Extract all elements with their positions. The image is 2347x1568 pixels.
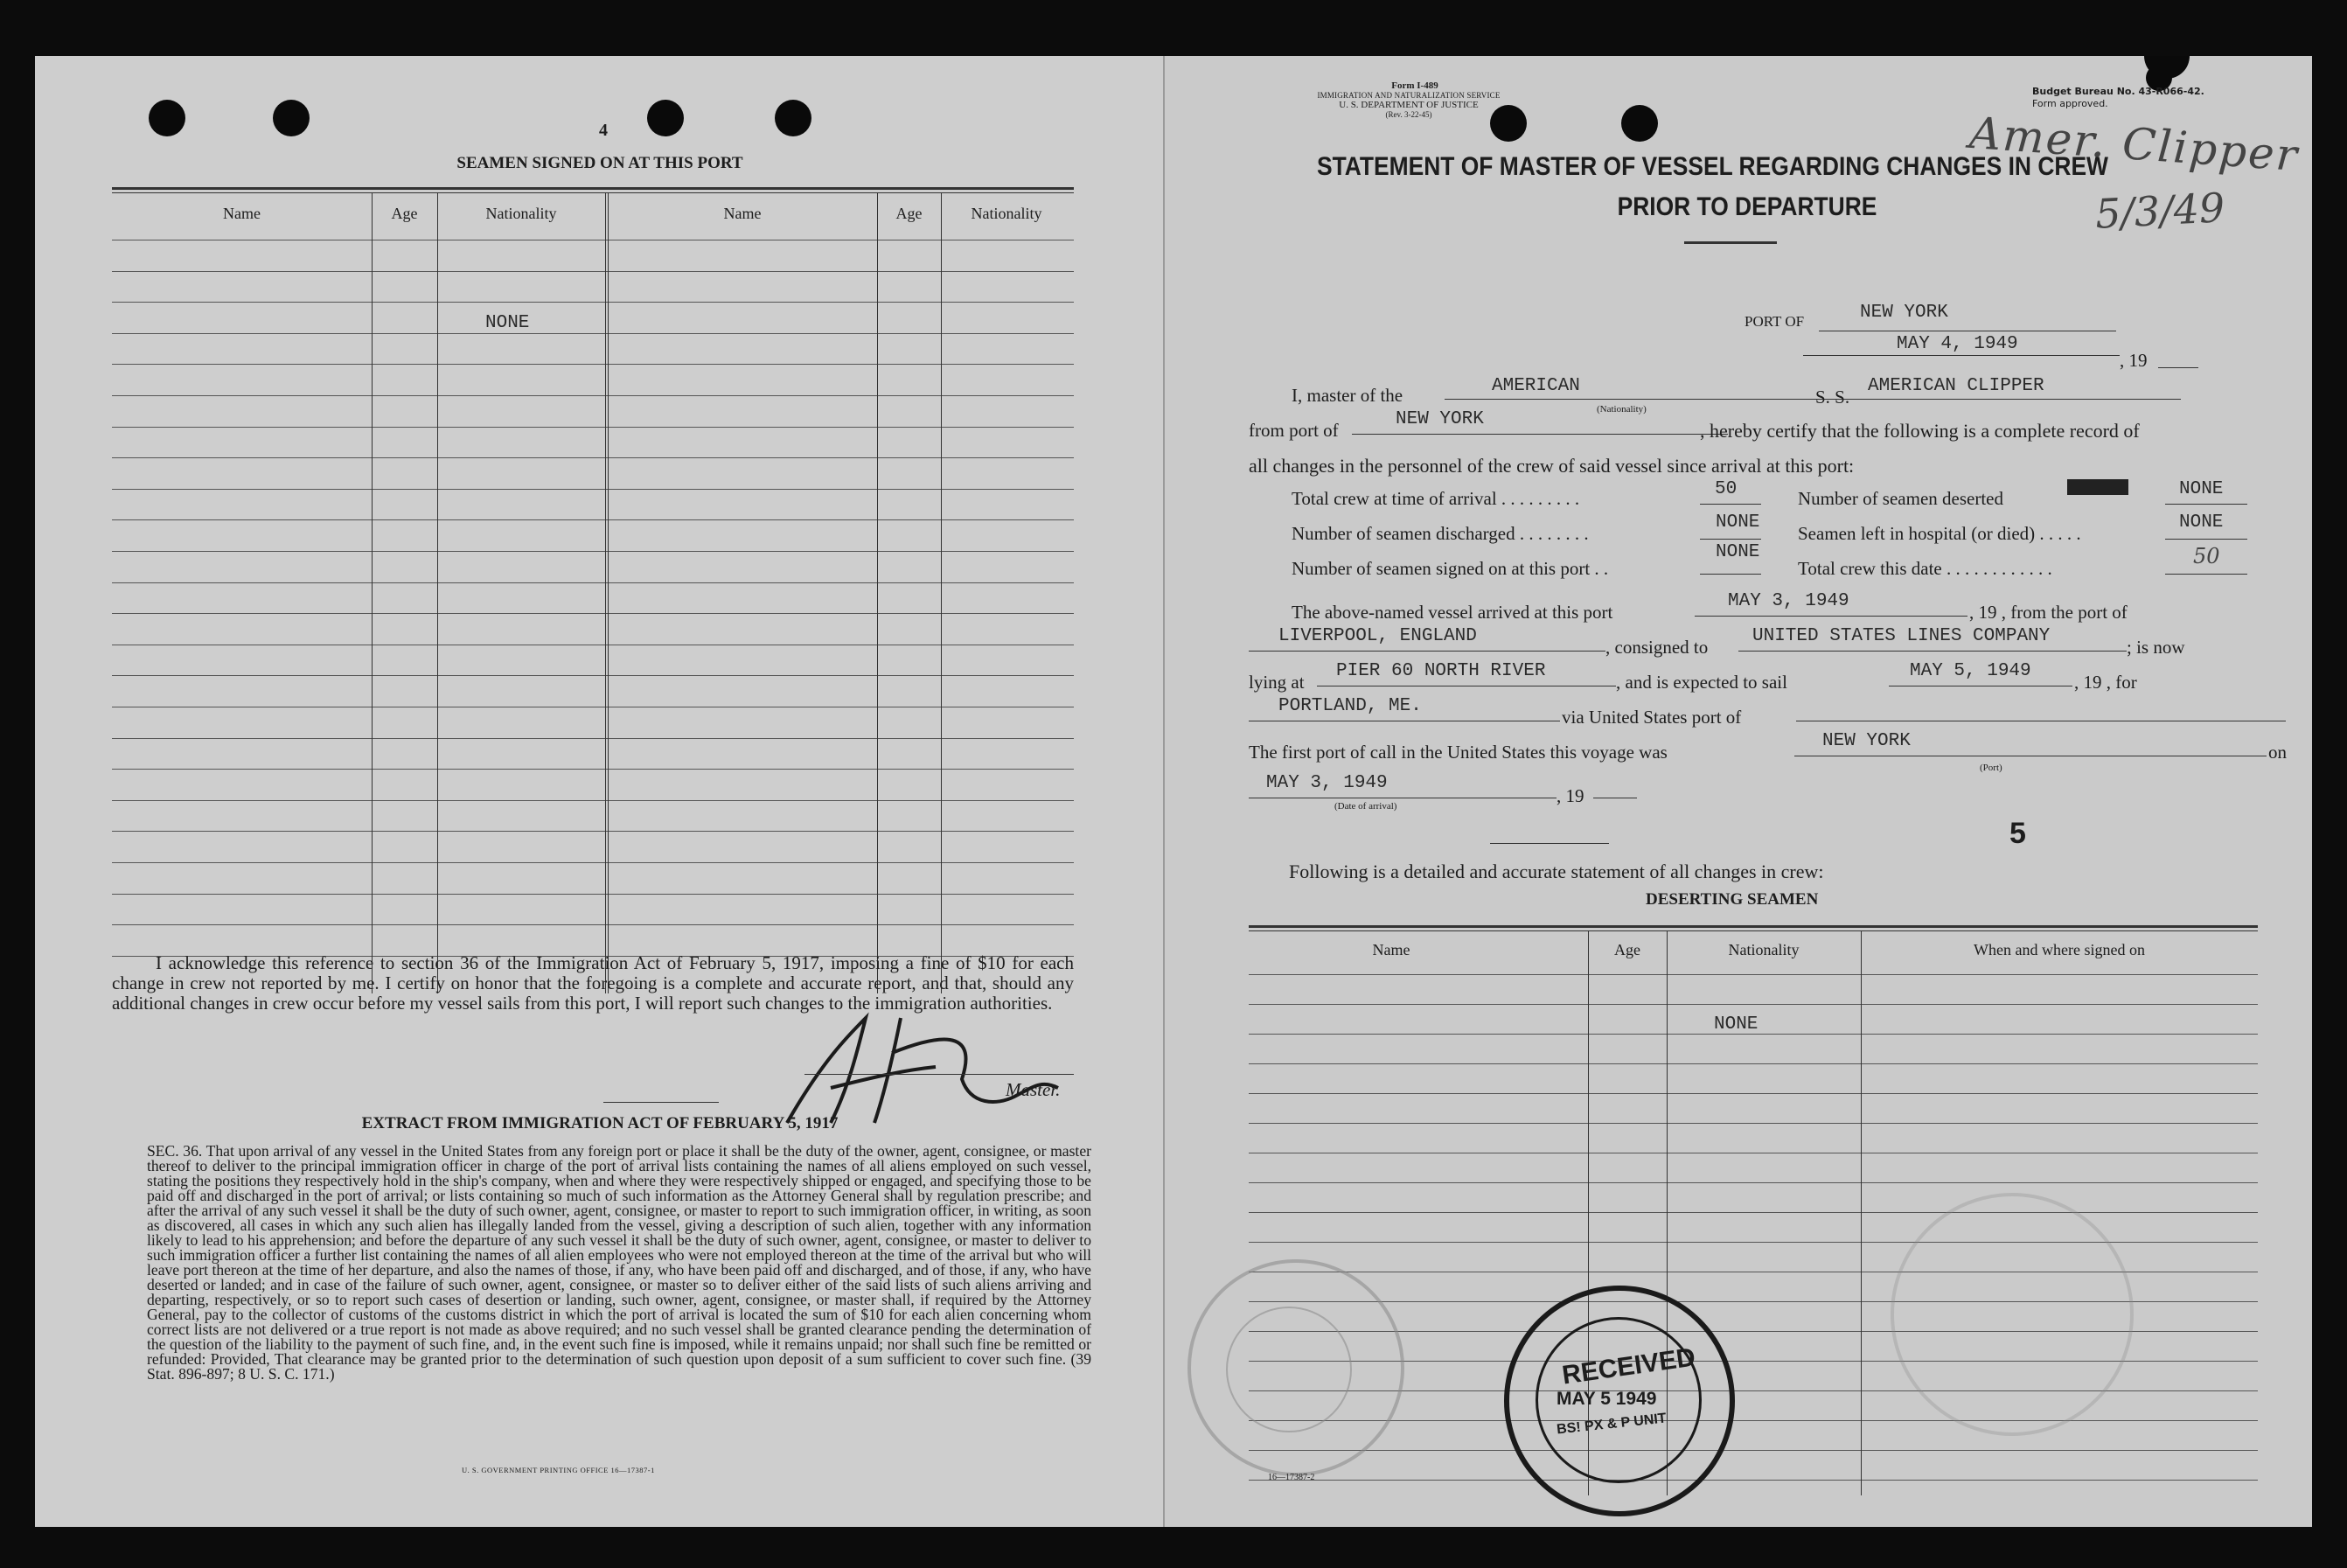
origin-port: LIVERPOOL, ENGLAND (1278, 626, 1477, 646)
signed-on-label: Number of seamen signed on at this port . . (1292, 558, 1609, 579)
left-page (35, 56, 1165, 1527)
column-header-nationality: Nationality (485, 205, 557, 222)
faded-stamp-inner (1226, 1307, 1352, 1432)
table-row-rule (1249, 1182, 2258, 1183)
table-row-rule (112, 457, 1074, 458)
stamp-unit: BS! PX & P UNIT (1556, 1411, 1668, 1438)
stamp-date: MAY 5 1949 (1557, 1389, 1657, 1409)
table-row-rule (112, 582, 1074, 583)
hospital-value: NONE (2179, 512, 2224, 533)
total-crew-arrival-label: Total crew at time of arrival . . . . . . . . . (1292, 488, 1580, 509)
punch-hole (149, 100, 185, 136)
seamen-deserted-label: Number of seamen deserted (1798, 488, 2003, 509)
seamen-discharged-label: Number of seamen discharged . . . . . . . . (1292, 523, 1589, 544)
port-of-value: NEW YORK (1860, 303, 1948, 323)
lying-label: lying at (1249, 672, 1305, 693)
agency-line: IMMIGRATION AND NATURALIZATION SERVICE (1317, 91, 1501, 100)
budget-bureau: Budget Bureau No. 43-R066-42. (2032, 86, 2204, 97)
table-row-rule (112, 831, 1074, 832)
revision: (Rev. 3-22-45) (1385, 110, 1432, 119)
column-header-name: Name (1372, 941, 1410, 958)
table-row-rule (112, 519, 1074, 520)
hospital-label: Seamen left in hospital (or died) . . . . . (1798, 523, 2081, 544)
table-row-rule (1249, 1450, 2258, 1451)
table-row-rule (112, 738, 1074, 739)
master-label: Master. (1006, 1079, 1061, 1100)
date-year-suffix: , 19 (1557, 785, 1584, 806)
punch-hole (647, 100, 684, 136)
table-row-rule (112, 862, 1074, 863)
table-row-rule (1249, 1123, 2258, 1124)
column-header-nationality: Nationality (1728, 941, 1800, 958)
table-row-rule (112, 924, 1074, 925)
now-label: ; is now (2127, 637, 2185, 658)
ss-label: S. S. (1815, 387, 1850, 408)
arrival-date: MAY 3, 1949 (1728, 591, 1849, 611)
table-row-rule (112, 489, 1074, 490)
consignee: UNITED STATES LINES COMPANY (1752, 626, 2051, 646)
form-number: Form I-489 (1391, 80, 1438, 91)
handwritten-date: 5/3/49 (2093, 184, 2226, 238)
page-number: 4 (599, 121, 608, 140)
expected-label: , and is expected to sail (1616, 672, 1787, 693)
first-arrival-date: MAY 3, 1949 (1266, 773, 1388, 793)
signed-on-value: NONE (1716, 542, 1760, 562)
table-row-rule (112, 613, 1074, 614)
right-page (1165, 56, 2312, 1527)
certify-text: , hereby certify that the following is a complete record of (1700, 420, 2140, 442)
extract-text: SEC. 36. That upon arrival of any vessel in the United States from any foreign port or place it shall be the duty of the owner, agent, consignee, or master thereof to deliver to the principal immigration officer in charge of the port of arrival lists containing the names of all aliens employed on such vessel, stating the positions they respectively hold in the ship's company, when and where they were respectively shipped or engaged, and specifying those to be paid off and discharged in the port of arrival; or lists containing so much of such information as the Attorney General shall by regulation prescribe; and after the arrival of any such vessel it shall be the duty of such owner, agent, consignee, or master to report to such immigration officer, in writing, as soon as discovered, all cases in which any such alien has illegally landed from the vessel, giving a description of such alien, together with any information likely to lead to his apprehension; and before the departure of any such vessel it shall be the duty of such owner, agent, consignee, or master to deliver to such immigration officer a further list containing the names of all alien employees who were not employed thereon at the time of the arrival but who will leave port thereon at the time of her departure, and also the names of those, if any, who have been paid off and discharged, and of those, if any, who have deserted or landed; and in case of the failure of such owner, agent, consignee, or master so to deliver either of the said lists of such aliens arriving and departing, respectively, or so to report such cases of desertion or landing, such owner, agent, consignee, or master shall, if required by the Attorney General, pay to the collector of customs of the customs district in which the port of arrival is located the sum of $10 for each alien concerning whom correct lists are not delivered or a true report is not made as above required; and no such vessel shall be granted clearance pending the determination of the question of the liability to the payment of such fine, and, in the event such fine is imposed, while it remains unpaid; nor shall such fine be remitted or refunded: Provided, That clearance may be granted prior to the determination of such question upon deposit of a sum sufficient to cover such fine. (39 Stat. 896-897; 8 U. S. C. 171.) (147, 1142, 1091, 1383)
column-header-age: Age (391, 205, 418, 222)
table-title: SEAMEN SIGNED ON AT THIS PORT (456, 154, 743, 172)
table-row-rule (1249, 1480, 2258, 1481)
none-entry: NONE (1714, 1014, 1759, 1035)
total-crew-date-value: 50 (2193, 544, 2220, 568)
table-row-rule (112, 769, 1074, 770)
total-crew-arrival-value: 50 (1715, 479, 1738, 499)
sail-date: MAY 5, 1949 (1910, 661, 2031, 681)
stamp-received-text: RECEIVED (1560, 1342, 1697, 1390)
table-row-rule (1249, 1004, 2258, 1005)
column-header-age: Age (1614, 941, 1640, 958)
from-port-of-label: , 19 , from the port of (1969, 602, 2128, 623)
table-row-rule (112, 271, 1074, 272)
punch-hole (273, 100, 310, 136)
table-row-rule (1249, 1063, 2258, 1064)
certify-text-continued: all changes in the personnel of the crew of said vessel since arrival at this port: (1249, 455, 1855, 477)
form-code: 16—17387-2 (1268, 1473, 1315, 1482)
destination-port: PORTLAND, ME. (1278, 696, 1422, 716)
faded-stamp (1891, 1193, 2134, 1436)
form-subtitle: PRIOR TO DEPARTURE (1617, 192, 1877, 221)
lying-at-value: PIER 60 NORTH RIVER (1336, 661, 1546, 681)
year-suffix: , 19 (2120, 350, 2148, 371)
table-row-rule (112, 302, 1074, 303)
vessel-nationality: AMERICAN (1492, 376, 1580, 396)
department-line: U. S. DEPARTMENT OF JUSTICE (1339, 100, 1479, 110)
master-of-the-label: I, master of the (1292, 385, 1403, 406)
seamen-deserted-value: NONE (2179, 479, 2224, 499)
handwritten-ship-name: Amer. Clipper (1967, 107, 2301, 182)
extract-title: EXTRACT FROM IMMIGRATION ACT OF FEBRUARY 5, 1917 (361, 1114, 839, 1132)
column-header-age: Age (895, 205, 923, 222)
deserting-seamen-title: DESERTING SEAMEN (1646, 890, 1819, 909)
form-approved: Form approved. (2032, 98, 2108, 109)
arrived-label: The above-named vessel arrived at this port (1292, 602, 1613, 623)
total-crew-date-label: Total crew this date . . . . . . . . . . . . (1798, 558, 2052, 579)
for-label: , 19 , for (2074, 672, 2137, 693)
nationality-caption: (Nationality) (1597, 404, 1647, 415)
table-row-rule (112, 800, 1074, 801)
first-port-value: NEW YORK (1822, 731, 1911, 751)
printing-office: U. S. GOVERNMENT PRINTING OFFICE 16—17387-1 (462, 1466, 655, 1474)
port-caption: (Port) (1980, 763, 2002, 773)
page-number: 5 (2009, 817, 2026, 850)
consigned-label: , consigned to (1605, 637, 1709, 658)
date-of-arrival-caption: (Date of arrival) (1334, 801, 1397, 812)
table-row-rule (1249, 1420, 2258, 1421)
table-row-rule (112, 395, 1074, 396)
table-row-rule (1249, 1212, 2258, 1213)
table-row-rule (112, 675, 1074, 676)
first-port-label: The first port of call in the United States this voyage was (1249, 742, 1668, 763)
table-row-rule (1249, 1093, 2258, 1094)
following-text: Following is a detailed and accurate statement of all changes in crew: (1289, 861, 1824, 882)
table-row-rule (112, 364, 1074, 365)
column-header-name: Name (223, 205, 261, 222)
via-label: via United States port of (1562, 707, 1742, 728)
table-row-rule (112, 333, 1074, 334)
form-title: STATEMENT OF MASTER OF VESSEL REGARDING CHANGES IN CREW (1317, 152, 2108, 181)
seamen-discharged-value: NONE (1716, 512, 1760, 533)
punch-hole (775, 100, 811, 136)
from-port-value: NEW YORK (1396, 409, 1484, 429)
statement-date: MAY 4, 1949 (1897, 334, 2018, 354)
table-row-rule (112, 551, 1074, 552)
table-row-rule (112, 427, 1074, 428)
table-row-rule (1249, 974, 2258, 975)
port-of-label: PORT OF (1745, 313, 1805, 330)
received-stamp (1504, 1286, 1735, 1516)
on-label: on (2268, 742, 2287, 763)
none-entry: NONE (485, 313, 530, 333)
vessel-name: AMERICAN CLIPPER (1868, 376, 2044, 396)
from-port-label: from port of (1249, 420, 1339, 441)
redaction-mark (2067, 479, 2128, 495)
column-header-name: Name (723, 205, 762, 222)
column-header-when-where: When and where signed on (1974, 941, 2145, 958)
certification-text: I acknowledge this reference to section 36 of the Immigration Act of February 5, 1917, imposing a fine of $10 for each change in crew not reported by me. I certify on honor that the foregoing is a complete and accurate report, and that, should any additional changes in crew occur before my vessel sails from this port, I will report such changes to the immigration authorities. (112, 952, 1074, 1014)
table-row-rule (112, 894, 1074, 895)
column-header-nationality: Nationality (971, 205, 1042, 222)
punch-hole (1621, 105, 1658, 142)
